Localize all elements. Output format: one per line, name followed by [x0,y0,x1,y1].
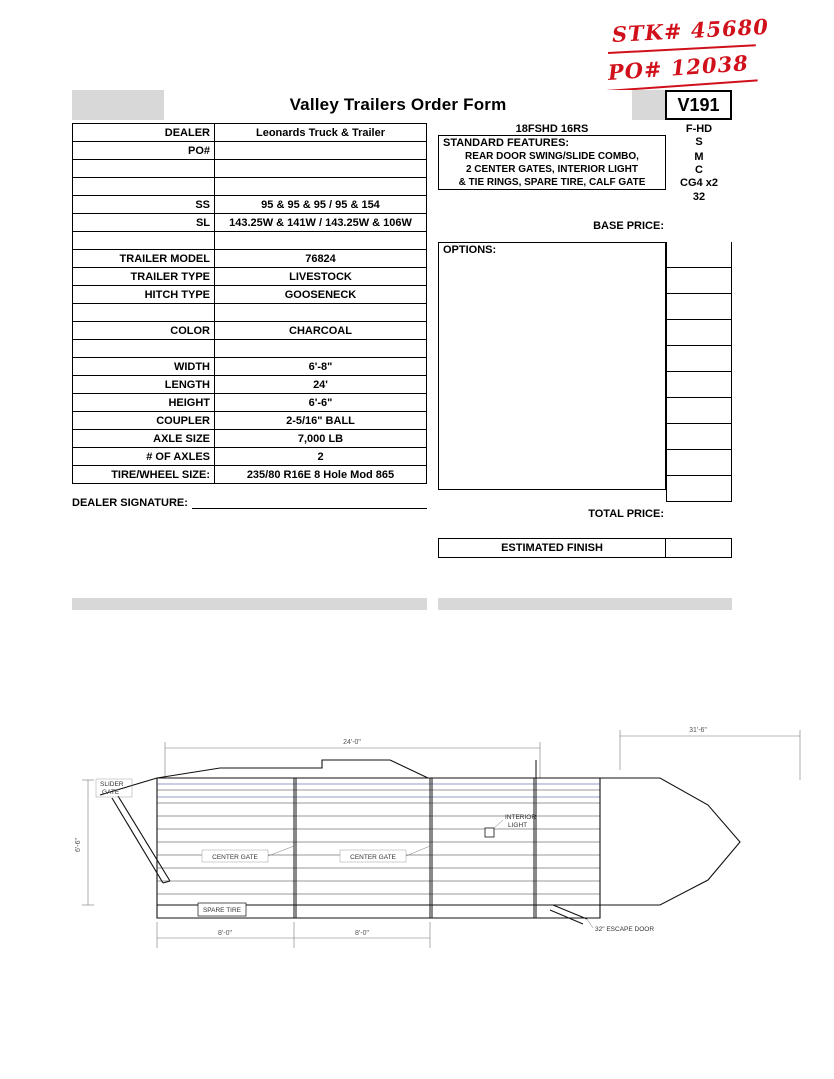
table-row [667,242,732,268]
trailer-drawing-svg [60,700,820,960]
form-title [164,90,632,120]
footer-gray-bar-right [438,598,732,610]
row-value[interactable]: 24' [215,376,427,394]
spec-code-side: F-HD [685,123,713,135]
table-row [73,430,427,448]
feature-line: & TIE RINGS, SPARE TIRE, CALF GATE [458,177,646,188]
row-label [73,178,215,196]
table-row [667,372,732,398]
row-label [73,232,215,250]
table-row [73,304,427,322]
feature-row [438,163,732,176]
row-value[interactable]: 2 [215,448,427,466]
spare-tire-callout [198,903,246,916]
row-label: # OF AXLES [73,448,215,466]
dealer-signature-label: DEALER SIGNATURE: [72,497,188,509]
height-text: 6'-6" [75,838,82,852]
form-title-bar [72,90,732,120]
price-cell[interactable] [667,398,732,424]
side-code-0: S [695,136,703,148]
table-row [73,268,427,286]
standard-features-title-box [438,135,666,150]
side-code-3: CG4 x2 [680,177,718,189]
row-value[interactable]: 6'-8" [215,358,427,376]
row-value[interactable]: LIVESTOCK [215,268,427,286]
interior-light-icon [485,828,494,837]
row-value[interactable]: 95 & 95 & 95 / 95 & 154 [215,196,427,214]
table-row [667,346,732,372]
row-label: TRAILER MODEL [73,250,215,268]
row-label: COUPLER [73,412,215,430]
row-value[interactable]: 76824 [215,250,427,268]
row-label [73,340,215,358]
title-right-gray-block [632,90,665,120]
row-value[interactable]: 2-5/16" BALL [215,412,427,430]
row-label: LENGTH [73,376,215,394]
price-cell[interactable] [667,372,732,398]
row-label: TRAILER TYPE [73,268,215,286]
spec-table [72,123,427,484]
trailer-drawing [60,700,820,960]
dealer-signature-row [72,494,427,509]
side-extra-row [438,190,732,204]
right-column [438,123,732,558]
slider-gate [112,796,170,883]
feature-line: 2 CENTER GATES, INTERIOR LIGHT [465,164,639,175]
row-value[interactable] [215,340,427,358]
base-price-label: BASE PRICE: [593,220,664,232]
table-row [667,450,732,476]
row-label: HEIGHT [73,394,215,412]
side-code-2: C [695,164,703,176]
table-row [73,394,427,412]
standard-features-title-row [438,135,732,150]
left-column [72,123,427,558]
interior-light-callout [485,814,536,837]
table-row [73,142,427,160]
escape-door-callout [550,905,654,933]
table-row [73,124,427,142]
feature-text-box [438,163,666,176]
height-dim [82,780,94,905]
price-cell[interactable] [667,346,732,372]
table-row [73,232,427,250]
dealer-signature-field[interactable] [192,494,427,509]
interior-light-label-line1: INTERIOR [505,814,537,821]
table-row [73,250,427,268]
row-label: AXLE SIZE [73,430,215,448]
spec-code: 18FSHD 16RS [515,123,589,135]
price-cell[interactable] [667,242,732,268]
row-value[interactable] [215,232,427,250]
estimated-finish-row [438,538,732,558]
center-gate-label-2: CENTER GATE [350,854,396,861]
row-value[interactable] [215,142,427,160]
form-title-text: Valley Trailers Order Form [289,95,507,114]
row-value[interactable]: 6'-6" [215,394,427,412]
table-row [667,398,732,424]
options-title: OPTIONS: [443,244,497,256]
estimated-finish-field[interactable] [666,538,732,558]
side-code-4: 32 [692,191,706,203]
row-value[interactable] [215,160,427,178]
table-row [73,448,427,466]
table-row [667,320,732,346]
segment-dims [157,922,430,948]
slider-gate-label-line1: SLIDER [100,781,124,788]
column-gap [427,123,438,558]
segment-2-text: 8'-0" [355,930,369,937]
row-label: HITCH TYPE [73,286,215,304]
row-value[interactable]: CHARCOAL [215,322,427,340]
slider-gate-callout [96,779,132,797]
slider-gate-label-line2: GATE [102,789,120,796]
table-row [667,424,732,450]
table-row [73,376,427,394]
row-value[interactable]: 143.25W & 141W / 143.25W & 106W [215,214,427,232]
options-side-grid [666,242,732,502]
order-form [72,90,732,558]
row-value[interactable]: Leonards Truck & Trailer [215,124,427,142]
table-row [73,466,427,484]
options-price-grid [666,242,732,502]
price-cell[interactable] [667,268,732,294]
price-cell[interactable] [667,294,732,320]
feature-text-box [438,150,666,163]
form-columns [72,123,732,558]
feature-line: REAR DOOR SWING/SLIDE COMBO, [465,151,639,162]
table-row [73,322,427,340]
center-gate-callout-1 [202,846,294,862]
spare-tire-label: SPARE TIRE [202,907,242,914]
overall-length-dim [620,730,800,780]
row-label: SL [73,214,215,232]
table-row [667,294,732,320]
feature-text-box [438,176,666,190]
box-length-text: 24'-0" [343,739,361,746]
title-left-gray-block [72,90,164,120]
estimated-finish-label: ESTIMATED FINISH [438,538,666,558]
table-row [73,412,427,430]
row-value[interactable] [215,304,427,322]
escape-door-label: 32" ESCAPE DOOR [595,926,655,933]
feature-row [438,150,732,163]
table-row [73,286,427,304]
center-gate-label-1: CENTER GATE [212,854,258,861]
total-price-label: TOTAL PRICE: [588,508,664,520]
row-label: WIDTH [73,358,215,376]
table-row [73,178,427,196]
table-row [73,160,427,178]
footer-gray-bar-left [72,598,427,610]
row-label: COLOR [73,322,215,340]
feature-row [438,176,732,190]
standard-features-title: STANDARD FEATURES: [443,137,570,149]
side-code-1: M [694,151,704,163]
row-label: SS [73,196,215,214]
handwritten-stock-number: STK# 45680 [611,13,770,47]
row-label: TIRE/WHEEL SIZE: [73,466,215,484]
segment-1-text: 8'-0" [218,930,232,937]
overall-length-text: 31'-6" [689,727,707,734]
row-label [73,304,215,322]
row-value[interactable] [215,178,427,196]
price-cell[interactable] [667,476,732,502]
table-row [73,196,427,214]
spacer [438,190,666,204]
table-row [73,358,427,376]
row-label: PO# [73,142,215,160]
price-cell[interactable] [667,424,732,450]
row-value[interactable]: 235/80 R16E 8 Hole Mod 865 [215,466,427,484]
table-row [73,214,427,232]
model-code-box: V191 [665,90,732,120]
handwritten-po-number: PO# 12038 [607,50,750,85]
table-row [667,268,732,294]
price-cell[interactable] [667,320,732,346]
row-label: DEALER [73,124,215,142]
options-box[interactable] [438,242,666,490]
options-section [438,242,732,502]
row-value[interactable]: 7,000 LB [215,430,427,448]
table-row [73,340,427,358]
center-gate-callout-2 [340,846,430,862]
interior-light-label-line2: LIGHT [508,822,528,829]
row-label [73,160,215,178]
spec-code-row [438,123,732,135]
row-value[interactable]: GOOSENECK [215,286,427,304]
price-cell[interactable] [667,450,732,476]
table-row [667,476,732,502]
